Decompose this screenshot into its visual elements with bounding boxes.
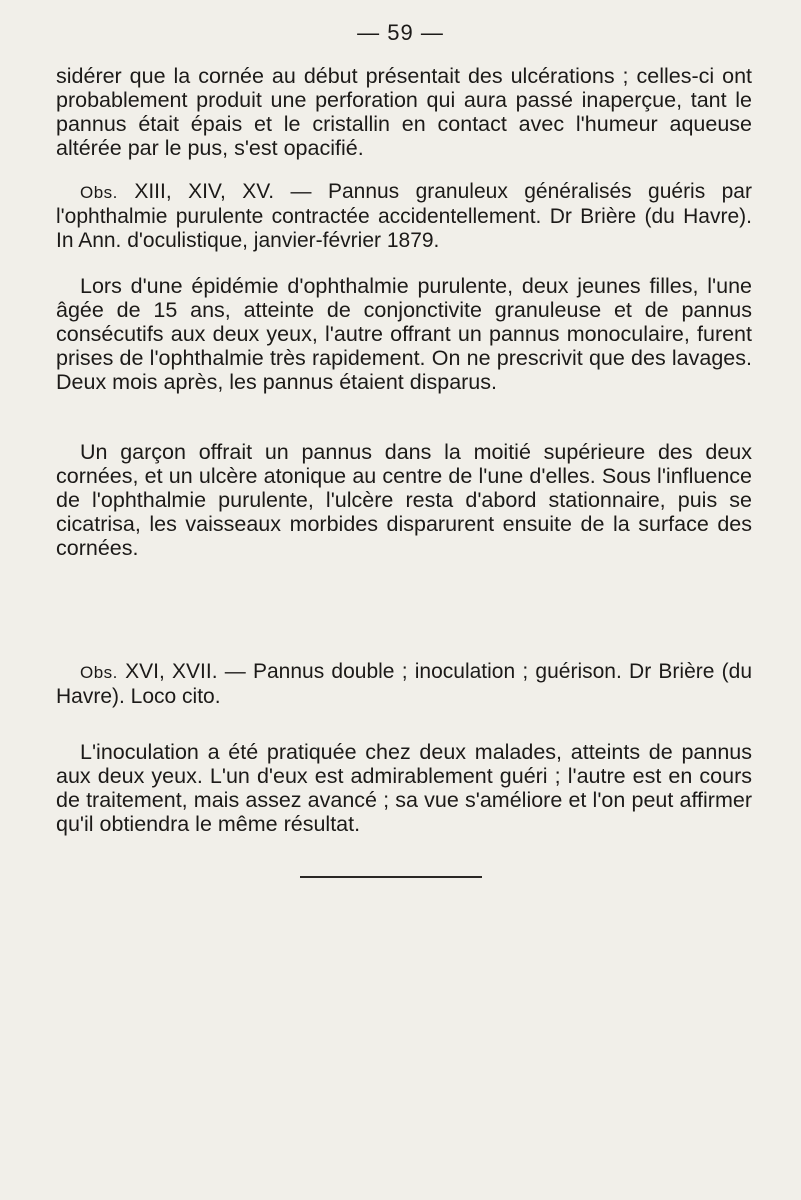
paragraph-text: Un garçon offrait un pannus dans la moitié supérieure des deux cornées, et un ulcère atonique au centre de l'une d'elles. Sous l'influence de l'ophthalmie purulente, l'ulcère resta d'abord stationnaire, puis se cicatrisa, les vaisseaux morbides disparurent ensuite de la surface des cornées. (56, 440, 752, 560)
observation-title: XIII, XIV, XV. — Pannus granuleux généralisés guéris par l'ophthalmie purulente contractée accidentellement. Dr Brière (du Havre). In Ann. d'oculistique, janvier-février 1879. (56, 180, 752, 252)
observation-title: XVI, XVII. — Pannus double ; inoculation ; guérison. Dr Brière (du Havre). Loco cito. (56, 660, 752, 708)
paragraph-text: Lors d'une épidémie d'ophthalmie purulente, deux jeunes filles, l'une âgée de 15 ans, atteinte de conjonctivite granuleuse et de pannus consécutifs aux deux yeux, l'autre offrant un pannus monoculaire, furent prises de l'ophthalmie très rapidement. On ne prescrivit que des lavages. Deux mois après, les pannus étaient disparus. (56, 274, 752, 394)
page-number: — 59 — (357, 20, 444, 45)
paragraph-text: L'inoculation a été pratiquée chez deux malades, atteints de pannus aux deux yeux. L'un d'eux est admirablement guéri ; l'autre est en cours de traitement, mais assez avancé ; sa vue s'améliore et l'on peut affirmer qu'il obtiendra le même résultat. (56, 740, 752, 836)
observation-heading-1 (56, 180, 752, 253)
observation-label: Obs. (80, 183, 118, 202)
observation-label: Obs. (80, 663, 118, 682)
paragraph-boy-case (56, 440, 752, 560)
observation-heading-2 (56, 660, 752, 709)
section-rule (300, 876, 482, 878)
paragraph-epidemic (56, 274, 752, 394)
paragraph-continued (56, 64, 752, 160)
paragraph-inoculation (56, 740, 752, 836)
paragraph-text: sidérer que la cornée au début présentait des ulcérations ; celles-ci ont probablement produit une perforation qui aura passé inaperçue, tant le pannus était épais et le cristallin en contact avec l'humeur aqueuse altérée par le pus, s'est opacifié. (56, 64, 752, 160)
